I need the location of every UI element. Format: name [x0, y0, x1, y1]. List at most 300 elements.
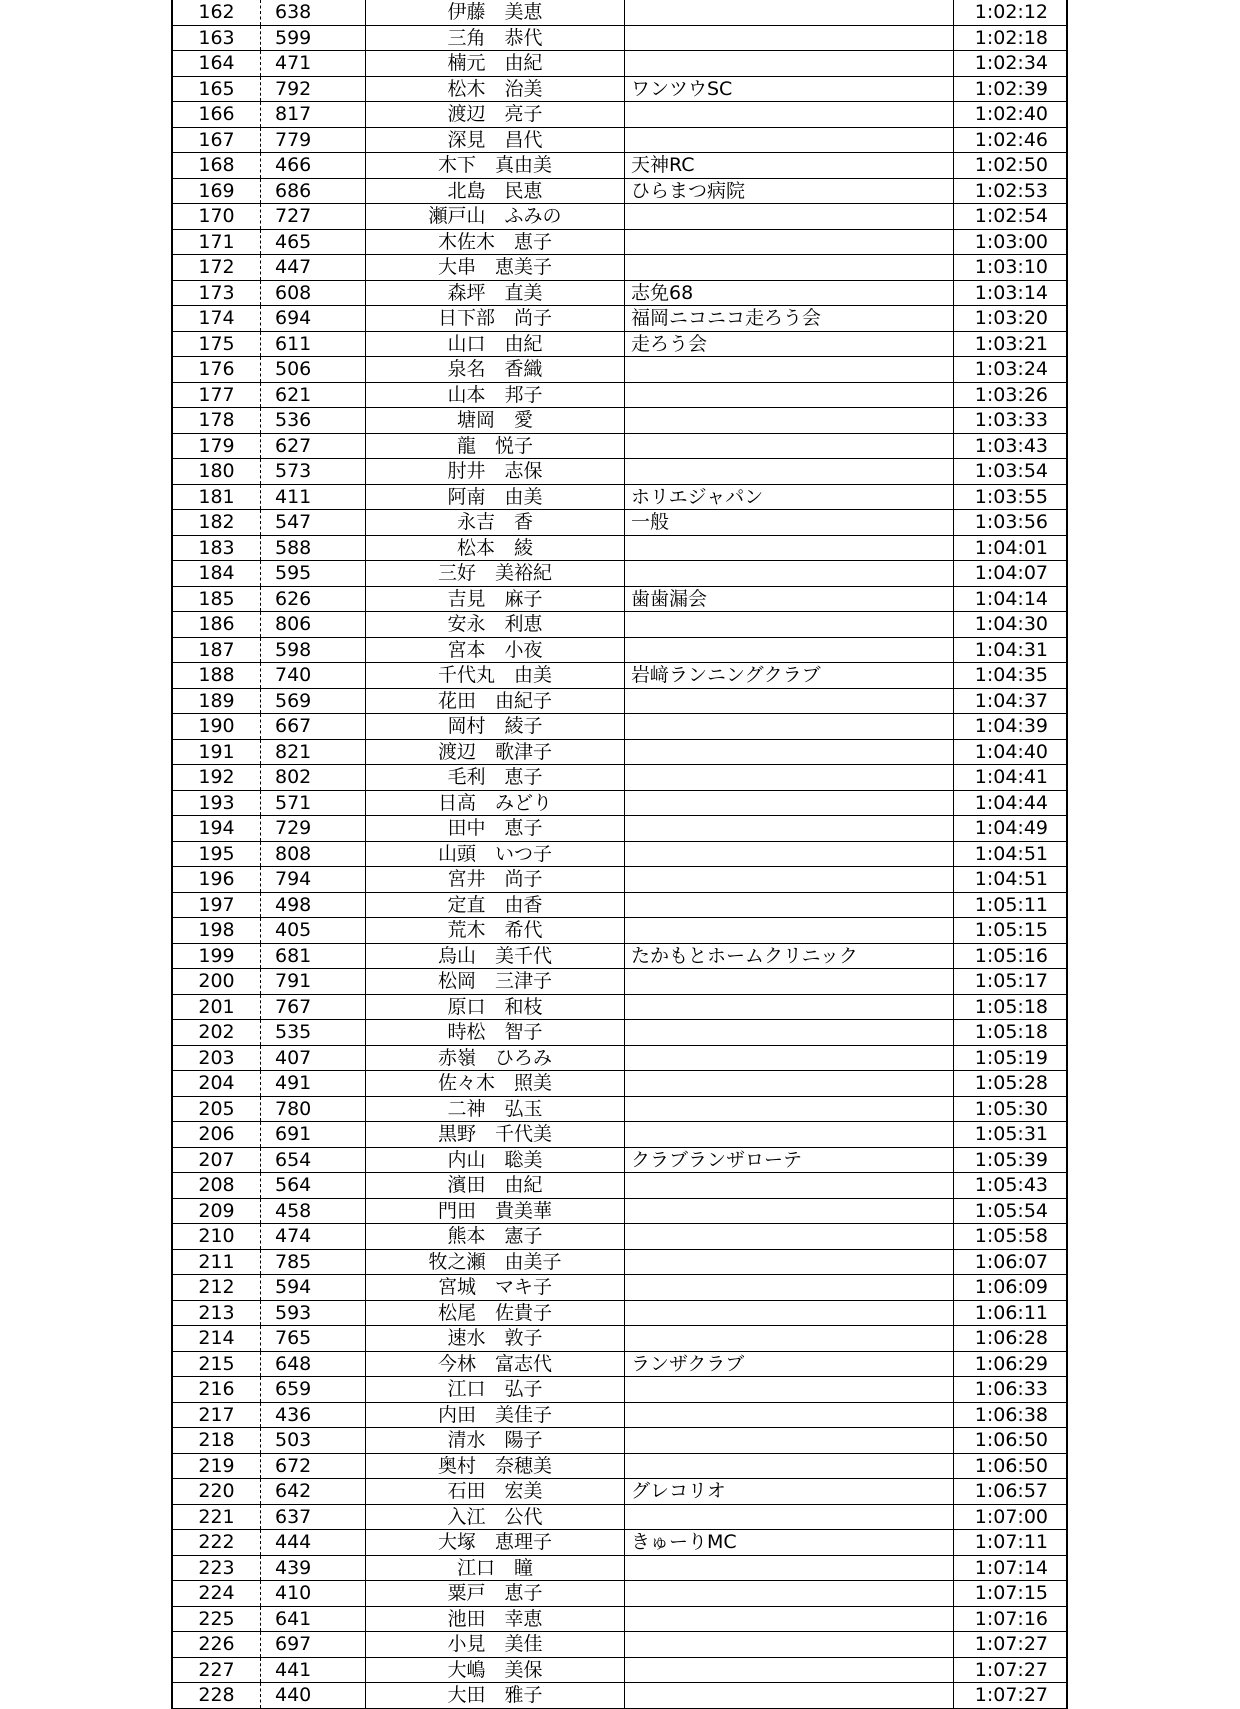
finish-time-cell: 1:06:38 — [974, 1403, 1048, 1426]
table-row — [173, 587, 1066, 613]
bib-number-cell: 641 — [275, 1607, 312, 1630]
bib-number-cell: 691 — [275, 1123, 312, 1145]
rank-cell: 168 — [198, 154, 235, 176]
table-row — [173, 689, 1066, 715]
runner-name-cell: 二神 弘玉 — [447, 1097, 543, 1120]
runner-name-cell: 石田 宏美 — [447, 1480, 543, 1502]
rank-cell: 187 — [198, 638, 235, 661]
runner-name-cell: 伊藤 美恵 — [447, 1, 543, 23]
runner-name-cell: 毛利 恵子 — [447, 766, 543, 788]
team-cell — [625, 102, 953, 127]
bib-number-cell: 535 — [275, 1021, 312, 1043]
finish-time-cell: 1:02:50 — [974, 154, 1048, 176]
finish-time-cell: 1:06:28 — [974, 1327, 1048, 1349]
rank-cell: 184 — [198, 562, 235, 584]
rank-cell: 198 — [198, 919, 235, 941]
finish-time-cell: 1:05:31 — [974, 1123, 1048, 1145]
runner-name-cell: 宮本 小夜 — [447, 638, 543, 661]
bib-number-cell: 729 — [275, 817, 312, 839]
team-cell — [625, 1505, 953, 1530]
rank-cell: 215 — [198, 1352, 235, 1375]
rank-cell: 190 — [198, 715, 235, 737]
bib-number-cell: 727 — [275, 205, 312, 227]
rank-cell: 211 — [198, 1250, 235, 1273]
table-row — [173, 612, 1066, 638]
table-row — [173, 1173, 1066, 1199]
bib-number-cell: 648 — [275, 1352, 312, 1375]
runner-name-cell: 木佐木 恵子 — [437, 230, 552, 253]
finish-time-cell: 1:04:37 — [974, 689, 1048, 712]
rank-cell: 189 — [198, 689, 235, 712]
runner-name-cell: 小見 美佳 — [447, 1633, 543, 1655]
table-row — [173, 1224, 1066, 1250]
runner-name-cell: 牧之瀬 由美子 — [428, 1250, 562, 1273]
finish-time-cell: 1:02:53 — [974, 179, 1048, 202]
table-row — [173, 1505, 1066, 1531]
table-row — [173, 893, 1066, 919]
table-row — [173, 1479, 1066, 1505]
finish-time-cell: 1:04:40 — [974, 740, 1048, 763]
table-row — [173, 1556, 1066, 1582]
runner-name-cell: 濱田 由紀 — [447, 1174, 543, 1196]
team-cell — [625, 918, 953, 943]
rank-cell: 180 — [198, 460, 235, 482]
team-cell — [625, 1199, 953, 1224]
table-row — [173, 1071, 1066, 1097]
table-row — [173, 1377, 1066, 1403]
runner-name-cell: 山本 邦子 — [447, 383, 543, 406]
rank-cell: 223 — [198, 1556, 235, 1579]
bib-number-cell: 694 — [275, 307, 312, 329]
team-cell — [625, 1377, 953, 1402]
team-cell: ランザクラブ — [631, 1352, 745, 1375]
table-row — [173, 1352, 1066, 1378]
bib-number-cell: 447 — [275, 256, 312, 278]
rank-cell: 203 — [198, 1046, 235, 1069]
rank-cell: 224 — [198, 1582, 235, 1604]
runner-name-cell: 森坪 直美 — [447, 281, 543, 304]
runner-name-cell: 千代丸 由美 — [437, 664, 552, 686]
finish-time-cell: 1:07:00 — [974, 1505, 1048, 1528]
runner-name-cell: 吉見 麻子 — [447, 587, 543, 610]
team-cell — [625, 638, 953, 663]
team-cell — [625, 842, 953, 867]
bib-number-cell: 697 — [275, 1633, 312, 1655]
runner-name-cell: 今林 富志代 — [437, 1352, 552, 1375]
finish-time-cell: 1:03:20 — [974, 307, 1048, 329]
rank-cell: 219 — [198, 1454, 235, 1477]
finish-time-cell: 1:07:27 — [974, 1633, 1048, 1655]
finish-time-cell: 1:05:11 — [974, 893, 1048, 916]
finish-time-cell: 1:03:54 — [974, 460, 1048, 482]
bib-number-cell: 471 — [275, 52, 312, 74]
finish-time-cell: 1:06:09 — [974, 1276, 1048, 1298]
team-cell — [625, 1658, 953, 1683]
table-row — [173, 0, 1066, 26]
bib-number-cell: 465 — [275, 230, 312, 253]
team-cell — [625, 612, 953, 637]
finish-time-cell: 1:03:26 — [974, 383, 1048, 406]
rank-cell: 218 — [198, 1429, 235, 1451]
runner-name-cell: 松本 綾 — [456, 536, 533, 559]
finish-time-cell: 1:07:14 — [974, 1556, 1048, 1579]
finish-time-cell: 1:02:34 — [974, 52, 1048, 74]
rank-cell: 204 — [198, 1072, 235, 1094]
runner-name-cell: 松木 治美 — [447, 77, 543, 100]
table-row — [173, 459, 1066, 485]
runner-name-cell: 粟戸 恵子 — [447, 1582, 543, 1604]
bib-number-cell: 439 — [275, 1556, 312, 1579]
finish-time-cell: 1:05:16 — [974, 944, 1048, 967]
team-cell — [625, 255, 953, 280]
results-table — [171, 0, 1068, 1709]
runner-name-cell: 時松 智子 — [447, 1021, 543, 1043]
table-row — [173, 1683, 1066, 1709]
table-row — [173, 230, 1066, 256]
team-cell — [625, 1403, 953, 1428]
rank-cell: 174 — [198, 307, 235, 329]
runner-name-cell: 田中 恵子 — [447, 817, 543, 839]
runner-name-cell: 深見 昌代 — [447, 128, 543, 151]
team-cell — [625, 561, 953, 586]
finish-time-cell: 1:06:11 — [974, 1301, 1048, 1324]
finish-time-cell: 1:02:40 — [974, 103, 1048, 125]
table-row — [173, 1530, 1066, 1556]
table-row — [173, 995, 1066, 1021]
runner-name-cell: 北島 民恵 — [447, 179, 543, 202]
runner-name-cell: 阿南 由美 — [447, 485, 543, 508]
rank-cell: 162 — [198, 1, 235, 23]
finish-time-cell: 1:06:33 — [974, 1378, 1048, 1400]
team-cell — [625, 969, 953, 994]
runner-name-cell: 奥村 奈穂美 — [437, 1454, 552, 1477]
rank-cell: 206 — [198, 1123, 235, 1145]
table-row — [173, 969, 1066, 995]
rank-cell: 171 — [198, 230, 235, 253]
runner-name-cell: 原口 和枝 — [447, 995, 543, 1018]
table-row — [173, 1275, 1066, 1301]
team-cell — [625, 383, 953, 408]
bib-number-cell: 802 — [275, 766, 312, 788]
table-row — [173, 791, 1066, 817]
rank-cell: 214 — [198, 1327, 235, 1349]
rank-cell: 172 — [198, 256, 235, 278]
bib-number-cell: 765 — [275, 1327, 312, 1349]
rank-cell: 196 — [198, 868, 235, 890]
table-row — [173, 255, 1066, 281]
table-row — [173, 1428, 1066, 1454]
table-row — [173, 536, 1066, 562]
runner-name-cell: 江口 弘子 — [447, 1378, 543, 1400]
rank-cell: 177 — [198, 383, 235, 406]
team-cell: 歯歯漏会 — [631, 587, 708, 610]
team-cell — [625, 51, 953, 76]
bib-number-cell: 593 — [275, 1301, 312, 1324]
table-row — [173, 1454, 1066, 1480]
table-row — [173, 77, 1066, 103]
rank-cell: 212 — [198, 1276, 235, 1298]
bib-number-cell: 779 — [275, 128, 312, 151]
table-row — [173, 357, 1066, 383]
team-cell — [625, 1071, 953, 1096]
table-row — [173, 383, 1066, 409]
team-cell — [625, 408, 953, 433]
runner-name-cell: 宮城 マキ子 — [437, 1276, 552, 1298]
rank-cell: 201 — [198, 995, 235, 1018]
bib-number-cell: 436 — [275, 1403, 312, 1426]
runner-name-cell: 瀬戸山 ふみの — [428, 205, 562, 227]
finish-time-cell: 1:02:39 — [974, 77, 1048, 100]
finish-time-cell: 1:05:43 — [974, 1174, 1048, 1196]
table-row — [173, 663, 1066, 689]
bib-number-cell: 595 — [275, 562, 312, 584]
team-cell — [625, 204, 953, 229]
bib-number-cell: 598 — [275, 638, 312, 661]
rank-cell: 226 — [198, 1633, 235, 1655]
bib-number-cell: 405 — [275, 919, 312, 941]
team-cell: 天神RC — [631, 154, 695, 176]
runner-name-cell: 大田 雅子 — [447, 1684, 543, 1706]
team-cell: ひらまつ病院 — [631, 179, 746, 202]
rank-cell: 199 — [198, 944, 235, 967]
finish-time-cell: 1:03:56 — [974, 511, 1048, 533]
bib-number-cell: 444 — [275, 1531, 312, 1553]
table-row — [173, 510, 1066, 536]
team-cell — [625, 0, 953, 25]
bib-number-cell: 503 — [275, 1429, 312, 1451]
table-row — [173, 128, 1066, 154]
runner-name-cell: 定直 由香 — [447, 893, 543, 916]
table-row — [173, 153, 1066, 179]
finish-time-cell: 1:03:10 — [974, 256, 1048, 278]
table-row — [173, 1148, 1066, 1174]
runner-name-cell: 速水 敦子 — [447, 1327, 543, 1349]
finish-time-cell: 1:04:41 — [974, 766, 1048, 788]
team-cell — [625, 1632, 953, 1657]
runner-name-cell: 大塚 恵理子 — [437, 1531, 552, 1553]
finish-time-cell: 1:04:31 — [974, 638, 1048, 661]
team-cell — [625, 1173, 953, 1198]
team-cell: ホリエジャパン — [631, 485, 764, 508]
rank-cell: 220 — [198, 1480, 235, 1502]
bib-number-cell: 588 — [275, 536, 312, 559]
rank-cell: 216 — [198, 1378, 235, 1400]
runner-name-cell: 松尾 佐貴子 — [437, 1301, 552, 1324]
rank-cell: 175 — [198, 332, 235, 355]
rank-cell: 200 — [198, 970, 235, 992]
team-cell — [625, 816, 953, 841]
finish-time-cell: 1:03:00 — [974, 230, 1048, 253]
runner-name-cell: 山頭 いつ子 — [437, 842, 552, 865]
rank-cell: 179 — [198, 434, 235, 457]
finish-time-cell: 1:05:15 — [974, 919, 1048, 941]
finish-time-cell: 1:07:11 — [974, 1531, 1048, 1553]
finish-time-cell: 1:02:46 — [974, 128, 1048, 151]
bib-number-cell: 410 — [275, 1582, 312, 1604]
bib-number-cell: 573 — [275, 460, 312, 482]
finish-time-cell: 1:07:15 — [974, 1582, 1048, 1604]
finish-time-cell: 1:07:16 — [974, 1607, 1048, 1630]
finish-time-cell: 1:06:50 — [974, 1429, 1048, 1451]
table-row — [173, 1250, 1066, 1276]
bib-number-cell: 642 — [275, 1480, 312, 1502]
table-row — [173, 1607, 1066, 1633]
finish-time-cell: 1:03:55 — [974, 485, 1048, 508]
bib-number-cell: 547 — [275, 511, 312, 533]
rank-cell: 193 — [198, 791, 235, 814]
bib-number-cell: 626 — [275, 587, 312, 610]
bib-number-cell: 611 — [275, 332, 312, 355]
table-row — [173, 561, 1066, 587]
finish-time-cell: 1:05:30 — [974, 1097, 1048, 1120]
bib-number-cell: 474 — [275, 1225, 312, 1247]
bib-number-cell: 621 — [275, 383, 312, 406]
runner-name-cell: 大嶋 美保 — [447, 1658, 543, 1681]
rank-cell: 188 — [198, 664, 235, 686]
rank-cell: 210 — [198, 1225, 235, 1247]
bib-number-cell: 638 — [275, 1, 312, 23]
team-cell — [625, 740, 953, 765]
rank-cell: 186 — [198, 613, 235, 635]
finish-time-cell: 1:05:17 — [974, 970, 1048, 992]
bib-number-cell: 627 — [275, 434, 312, 457]
team-cell — [625, 1250, 953, 1275]
rank-cell: 195 — [198, 842, 235, 865]
finish-time-cell: 1:05:18 — [974, 1021, 1048, 1043]
finish-time-cell: 1:07:27 — [974, 1684, 1048, 1706]
runner-name-cell: 永吉 香 — [456, 511, 533, 533]
team-cell — [625, 1097, 953, 1122]
rank-cell: 217 — [198, 1403, 235, 1426]
team-cell — [625, 434, 953, 459]
rank-cell: 227 — [198, 1658, 235, 1681]
runner-name-cell: 門田 貴美華 — [437, 1199, 552, 1222]
rank-cell: 170 — [198, 205, 235, 227]
table-row — [173, 638, 1066, 664]
bib-number-cell: 659 — [275, 1378, 312, 1400]
rank-cell: 181 — [198, 485, 235, 508]
rank-cell: 185 — [198, 587, 235, 610]
table-row — [173, 816, 1066, 842]
bib-number-cell: 411 — [275, 485, 312, 508]
rank-cell: 183 — [198, 536, 235, 559]
table-row — [173, 1658, 1066, 1684]
finish-time-cell: 1:03:33 — [974, 409, 1048, 431]
bib-number-cell: 594 — [275, 1276, 312, 1298]
team-cell — [625, 714, 953, 739]
team-cell — [625, 230, 953, 255]
table-row — [173, 867, 1066, 893]
table-row — [173, 765, 1066, 791]
bib-number-cell: 564 — [275, 1174, 312, 1196]
bib-number-cell: 466 — [275, 154, 312, 176]
finish-time-cell: 1:02:54 — [974, 205, 1048, 227]
team-cell — [625, 1275, 953, 1300]
team-cell — [625, 459, 953, 484]
table-row — [173, 1199, 1066, 1225]
runner-name-cell: 山口 由紀 — [447, 332, 543, 355]
runner-name-cell: 三好 美裕紀 — [437, 562, 552, 584]
team-cell — [625, 1122, 953, 1147]
rank-cell: 207 — [198, 1148, 235, 1171]
table-row — [173, 1581, 1066, 1607]
bib-number-cell: 785 — [275, 1250, 312, 1273]
table-row — [173, 1403, 1066, 1429]
bib-number-cell: 569 — [275, 689, 312, 712]
runner-name-cell: 花田 由紀子 — [437, 689, 552, 712]
team-cell: 福岡ニコニコ走ろう会 — [631, 307, 822, 329]
team-cell — [625, 1020, 953, 1045]
team-cell — [625, 765, 953, 790]
rank-cell: 197 — [198, 893, 235, 916]
bib-number-cell: 791 — [275, 970, 312, 992]
finish-time-cell: 1:03:14 — [974, 281, 1048, 304]
table-row — [173, 179, 1066, 205]
table-row — [173, 1122, 1066, 1148]
bib-number-cell: 672 — [275, 1454, 312, 1477]
finish-time-cell: 1:04:51 — [974, 842, 1048, 865]
table-row — [173, 740, 1066, 766]
bib-number-cell: 792 — [275, 77, 312, 100]
finish-time-cell: 1:04:30 — [974, 613, 1048, 635]
team-cell — [625, 1607, 953, 1632]
runner-name-cell: 池田 幸恵 — [447, 1607, 543, 1630]
bib-number-cell: 806 — [275, 613, 312, 635]
rank-cell: 221 — [198, 1505, 235, 1528]
team-cell — [625, 536, 953, 561]
team-cell: きゅーりMC — [631, 1531, 737, 1553]
rank-cell: 166 — [198, 103, 235, 125]
runner-name-cell: 楠元 由紀 — [447, 52, 543, 74]
rank-cell: 192 — [198, 766, 235, 788]
rank-cell: 213 — [198, 1301, 235, 1324]
bib-number-cell: 571 — [275, 791, 312, 814]
runner-name-cell: 荒木 希代 — [447, 919, 543, 941]
rank-cell: 178 — [198, 409, 235, 431]
table-row — [173, 485, 1066, 511]
runner-name-cell: 烏山 美千代 — [437, 944, 552, 967]
rank-cell: 205 — [198, 1097, 235, 1120]
table-row — [173, 434, 1066, 460]
rank-cell: 202 — [198, 1021, 235, 1043]
bib-number-cell: 599 — [275, 26, 312, 49]
finish-time-cell: 1:02:18 — [974, 26, 1048, 49]
team-cell — [625, 1326, 953, 1351]
table-row — [173, 51, 1066, 77]
team-cell — [625, 893, 953, 918]
team-cell: 志免68 — [631, 281, 694, 304]
table-row — [173, 281, 1066, 307]
bib-number-cell: 667 — [275, 715, 312, 737]
finish-time-cell: 1:05:18 — [974, 995, 1048, 1018]
team-cell — [625, 128, 953, 153]
runner-name-cell: 泉名 香織 — [447, 358, 543, 380]
finish-time-cell: 1:04:07 — [974, 562, 1048, 584]
team-cell: 走ろう会 — [631, 332, 708, 355]
finish-time-cell: 1:04:01 — [974, 536, 1048, 559]
team-cell — [625, 357, 953, 382]
finish-time-cell: 1:03:21 — [974, 332, 1048, 355]
finish-time-cell: 1:04:35 — [974, 664, 1048, 686]
finish-time-cell: 1:04:14 — [974, 587, 1048, 610]
runner-name-cell: 渡辺 歌津子 — [437, 740, 552, 763]
table-row — [173, 332, 1066, 358]
table-row — [173, 1046, 1066, 1072]
table-row — [173, 1020, 1066, 1046]
finish-time-cell: 1:04:49 — [974, 817, 1048, 839]
team-cell — [625, 1301, 953, 1326]
bib-number-cell: 608 — [275, 281, 312, 304]
